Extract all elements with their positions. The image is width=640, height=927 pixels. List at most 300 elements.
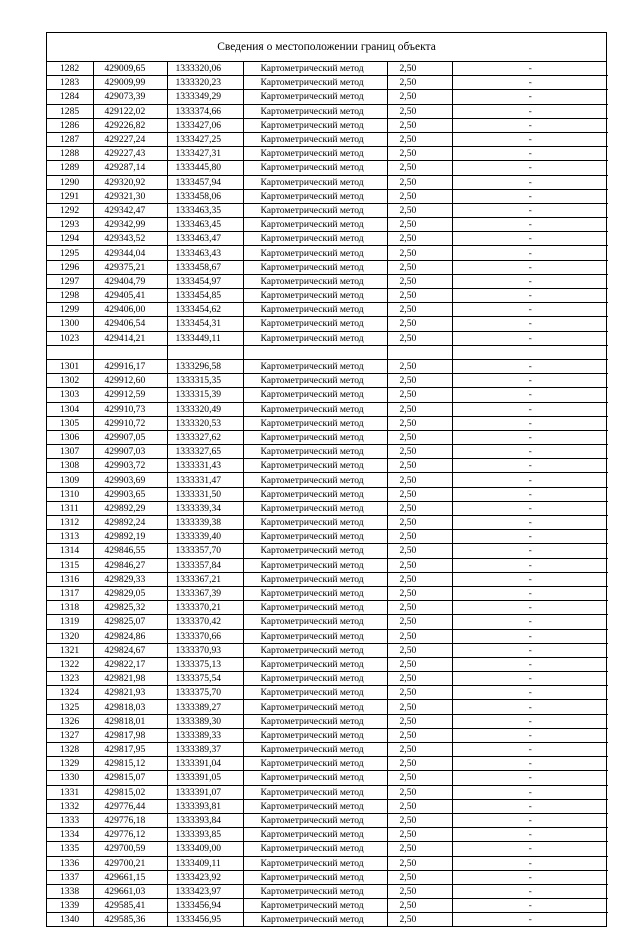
y-coordinate-cell: 1333445,80 xyxy=(167,161,243,175)
accuracy-cell: 2,50 xyxy=(387,374,452,388)
note-cell: - xyxy=(452,714,608,728)
table-row xyxy=(47,90,608,104)
table-row xyxy=(47,359,608,373)
method-cell: Картометрический метод xyxy=(243,813,387,827)
y-coordinate-cell: 1333423,92 xyxy=(167,870,243,884)
point-number-cell: 1291 xyxy=(47,189,93,203)
accuracy-cell: 2,50 xyxy=(387,416,452,430)
x-coordinate-cell: 429912,59 xyxy=(93,388,167,402)
note-cell: - xyxy=(452,331,608,345)
note-cell: - xyxy=(452,317,608,331)
accuracy-cell: 2,50 xyxy=(387,657,452,671)
table-row xyxy=(47,544,608,558)
note-cell: - xyxy=(452,303,608,317)
method-cell: Картометрический метод xyxy=(243,572,387,586)
point-number-cell: 1323 xyxy=(47,672,93,686)
note-cell: - xyxy=(452,828,608,842)
note-cell xyxy=(452,345,608,359)
y-coordinate-cell: 1333393,84 xyxy=(167,813,243,827)
y-coordinate-cell: 1333454,97 xyxy=(167,274,243,288)
method-cell: Картометрический метод xyxy=(243,899,387,913)
x-coordinate-cell: 429321,30 xyxy=(93,189,167,203)
method-cell: Картометрический метод xyxy=(243,771,387,785)
note-cell: - xyxy=(452,870,608,884)
x-coordinate-cell: 429320,92 xyxy=(93,175,167,189)
table-row xyxy=(47,459,608,473)
accuracy-cell: 2,50 xyxy=(387,76,452,90)
accuracy-cell: 2,50 xyxy=(387,899,452,913)
y-coordinate-cell: 1333454,85 xyxy=(167,289,243,303)
accuracy-cell: 2,50 xyxy=(387,104,452,118)
method-cell: Картометрический метод xyxy=(243,303,387,317)
x-coordinate-cell: 429916,17 xyxy=(93,359,167,373)
accuracy-cell: 2,50 xyxy=(387,842,452,856)
note-cell: - xyxy=(452,232,608,246)
table-row xyxy=(47,516,608,530)
y-coordinate-cell: 1333423,97 xyxy=(167,884,243,898)
method-cell: Картометрический метод xyxy=(243,601,387,615)
point-number-cell: 1317 xyxy=(47,586,93,600)
note-cell: - xyxy=(452,672,608,686)
table-row xyxy=(47,62,608,76)
note-cell: - xyxy=(452,104,608,118)
note-cell: - xyxy=(452,90,608,104)
accuracy-cell: 2,50 xyxy=(387,274,452,288)
point-number-cell: 1284 xyxy=(47,90,93,104)
x-coordinate-cell: 429405,41 xyxy=(93,289,167,303)
note-cell: - xyxy=(452,76,608,90)
table-row xyxy=(47,232,608,246)
accuracy-cell: 2,50 xyxy=(387,714,452,728)
note-cell: - xyxy=(452,62,608,76)
accuracy-cell: 2,50 xyxy=(387,544,452,558)
point-number-cell: 1326 xyxy=(47,714,93,728)
y-coordinate-cell: 1333370,21 xyxy=(167,601,243,615)
y-coordinate-cell: 1333375,54 xyxy=(167,672,243,686)
accuracy-cell: 2,50 xyxy=(387,218,452,232)
table-row xyxy=(47,700,608,714)
x-coordinate-cell: 429822,17 xyxy=(93,657,167,671)
accuracy-cell: 2,50 xyxy=(387,884,452,898)
accuracy-cell: 2,50 xyxy=(387,402,452,416)
method-cell: Картометрический метод xyxy=(243,615,387,629)
y-coordinate-cell: 1333320,06 xyxy=(167,62,243,76)
point-number-cell: 1299 xyxy=(47,303,93,317)
y-coordinate-cell: 1333456,95 xyxy=(167,913,243,927)
accuracy-cell: 2,50 xyxy=(387,601,452,615)
x-coordinate-cell: 429776,44 xyxy=(93,799,167,813)
method-cell: Картометрический метод xyxy=(243,487,387,501)
table-row xyxy=(47,289,608,303)
x-coordinate-cell: 429815,07 xyxy=(93,771,167,785)
table-row xyxy=(47,374,608,388)
table-row xyxy=(47,842,608,856)
point-number-cell: 1333 xyxy=(47,813,93,827)
y-coordinate-cell: 1333393,81 xyxy=(167,799,243,813)
accuracy-cell: 2,50 xyxy=(387,572,452,586)
y-coordinate-cell: 1333391,05 xyxy=(167,771,243,785)
note-cell: - xyxy=(452,629,608,643)
method-cell: Картометрический метод xyxy=(243,289,387,303)
y-coordinate-cell: 1333331,43 xyxy=(167,459,243,473)
note-cell: - xyxy=(452,203,608,217)
accuracy-cell: 2,50 xyxy=(387,189,452,203)
y-coordinate-cell: 1333331,47 xyxy=(167,473,243,487)
accuracy-cell: 2,50 xyxy=(387,828,452,842)
y-coordinate-cell: 1333389,37 xyxy=(167,743,243,757)
table-row xyxy=(47,203,608,217)
point-number-cell: 1293 xyxy=(47,218,93,232)
point-number-cell: 1311 xyxy=(47,501,93,515)
table-row xyxy=(47,303,608,317)
note-cell: - xyxy=(452,686,608,700)
y-coordinate-cell: 1333456,94 xyxy=(167,899,243,913)
accuracy-cell: 2,50 xyxy=(387,203,452,217)
note-cell: - xyxy=(452,757,608,771)
table-row xyxy=(47,714,608,728)
y-coordinate-cell: 1333339,40 xyxy=(167,530,243,544)
note-cell: - xyxy=(452,785,608,799)
method-cell: Картометрический метод xyxy=(243,672,387,686)
table-row xyxy=(47,728,608,742)
accuracy-cell: 2,50 xyxy=(387,317,452,331)
accuracy-cell: 2,50 xyxy=(387,303,452,317)
x-coordinate-cell: 429226,82 xyxy=(93,118,167,132)
accuracy-cell: 2,50 xyxy=(387,331,452,345)
method-cell: Картометрический метод xyxy=(243,700,387,714)
x-coordinate-cell: 429912,60 xyxy=(93,374,167,388)
accuracy-cell: 2,50 xyxy=(387,232,452,246)
point-number-cell: 1322 xyxy=(47,657,93,671)
x-coordinate-cell: 429375,21 xyxy=(93,260,167,274)
y-coordinate-cell: 1333458,67 xyxy=(167,260,243,274)
y-coordinate-cell: 1333458,06 xyxy=(167,189,243,203)
x-coordinate-cell: 429227,43 xyxy=(93,147,167,161)
accuracy-cell: 2,50 xyxy=(387,132,452,146)
note-cell: - xyxy=(452,799,608,813)
table-row xyxy=(47,813,608,827)
point-number-cell: 1023 xyxy=(47,331,93,345)
y-coordinate-cell: 1333389,33 xyxy=(167,728,243,742)
table-row xyxy=(47,260,608,274)
x-coordinate-cell: 429910,72 xyxy=(93,416,167,430)
note-cell: - xyxy=(452,813,608,827)
accuracy-cell: 2,50 xyxy=(387,785,452,799)
x-coordinate-cell: 429585,41 xyxy=(93,899,167,913)
accuracy-cell: 2,50 xyxy=(387,359,452,373)
point-number-cell: 1307 xyxy=(47,445,93,459)
coordinates-table-body xyxy=(47,62,608,926)
table-row xyxy=(47,175,608,189)
y-coordinate-cell: 1333370,93 xyxy=(167,643,243,657)
y-coordinate-cell: 1333357,84 xyxy=(167,558,243,572)
table-row xyxy=(47,757,608,771)
y-coordinate-cell: 1333349,29 xyxy=(167,90,243,104)
table-row xyxy=(47,218,608,232)
table-row xyxy=(47,274,608,288)
table-row xyxy=(47,388,608,402)
accuracy-cell: 2,50 xyxy=(387,473,452,487)
accuracy-cell: 2,50 xyxy=(387,700,452,714)
y-coordinate-cell: 1333374,66 xyxy=(167,104,243,118)
table-row xyxy=(47,799,608,813)
accuracy-cell: 2,50 xyxy=(387,558,452,572)
x-coordinate-cell: 429824,86 xyxy=(93,629,167,643)
y-coordinate-cell: 1333409,11 xyxy=(167,856,243,870)
x-coordinate-cell: 429892,24 xyxy=(93,516,167,530)
table-row xyxy=(47,615,608,629)
table-row xyxy=(47,899,608,913)
y-coordinate-cell: 1333370,42 xyxy=(167,615,243,629)
point-number-cell: 1283 xyxy=(47,76,93,90)
point-number-cell: 1287 xyxy=(47,132,93,146)
point-number-cell: 1331 xyxy=(47,785,93,799)
note-cell: - xyxy=(452,132,608,146)
point-number-cell: 1308 xyxy=(47,459,93,473)
point-number-cell: 1320 xyxy=(47,629,93,643)
y-coordinate-cell: 1333393,85 xyxy=(167,828,243,842)
point-number-cell: 1282 xyxy=(47,62,93,76)
accuracy-cell: 2,50 xyxy=(387,870,452,884)
x-coordinate-cell: 429073,39 xyxy=(93,90,167,104)
method-cell: Картометрический метод xyxy=(243,274,387,288)
x-coordinate-cell: 429342,47 xyxy=(93,203,167,217)
note-cell: - xyxy=(452,771,608,785)
note-cell: - xyxy=(452,842,608,856)
y-coordinate-cell: 1333463,45 xyxy=(167,218,243,232)
y-coordinate-cell: 1333296,58 xyxy=(167,359,243,373)
accuracy-cell: 2,50 xyxy=(387,530,452,544)
boundary-sheet xyxy=(46,32,607,927)
table-row xyxy=(47,586,608,600)
y-coordinate-cell: 1333357,70 xyxy=(167,544,243,558)
x-coordinate-cell: 429287,14 xyxy=(93,161,167,175)
method-cell: Картометрический метод xyxy=(243,218,387,232)
x-coordinate-cell: 429903,69 xyxy=(93,473,167,487)
method-cell: Картометрический метод xyxy=(243,657,387,671)
method-cell: Картометрический метод xyxy=(243,147,387,161)
point-number-cell: 1334 xyxy=(47,828,93,842)
accuracy-cell: 2,50 xyxy=(387,516,452,530)
point-number-cell: 1324 xyxy=(47,686,93,700)
y-coordinate-cell: 1333315,35 xyxy=(167,374,243,388)
x-coordinate-cell: 429700,59 xyxy=(93,842,167,856)
accuracy-cell: 2,50 xyxy=(387,615,452,629)
table-row xyxy=(47,445,608,459)
accuracy-cell: 2,50 xyxy=(387,799,452,813)
x-coordinate-cell: 429818,01 xyxy=(93,714,167,728)
x-coordinate-cell: 429903,72 xyxy=(93,459,167,473)
note-cell: - xyxy=(452,430,608,444)
x-coordinate-cell: 429661,03 xyxy=(93,884,167,898)
x-coordinate-cell: 429824,67 xyxy=(93,643,167,657)
y-coordinate-cell: 1333427,31 xyxy=(167,147,243,161)
y-coordinate-cell: 1333367,39 xyxy=(167,586,243,600)
accuracy-cell: 2,50 xyxy=(387,813,452,827)
y-coordinate-cell: 1333449,11 xyxy=(167,331,243,345)
table-row xyxy=(47,76,608,90)
note-cell: - xyxy=(452,161,608,175)
point-number-cell: 1312 xyxy=(47,516,93,530)
point-number-cell: 1301 xyxy=(47,359,93,373)
x-coordinate-cell: 429903,65 xyxy=(93,487,167,501)
point-number-cell: 1309 xyxy=(47,473,93,487)
point-number-cell: 1340 xyxy=(47,913,93,927)
x-coordinate-cell: 429585,36 xyxy=(93,913,167,927)
point-number-cell: 1319 xyxy=(47,615,93,629)
x-coordinate-cell: 429815,12 xyxy=(93,757,167,771)
accuracy-cell: 2,50 xyxy=(387,586,452,600)
point-number-cell: 1313 xyxy=(47,530,93,544)
y-coordinate-cell: 1333375,70 xyxy=(167,686,243,700)
method-cell: Картометрический метод xyxy=(243,870,387,884)
accuracy-cell: 2,50 xyxy=(387,743,452,757)
point-number-cell: 1327 xyxy=(47,728,93,742)
accuracy-cell: 2,50 xyxy=(387,175,452,189)
point-number-cell: 1294 xyxy=(47,232,93,246)
x-coordinate-cell: 429414,21 xyxy=(93,331,167,345)
y-coordinate-cell: 1333463,43 xyxy=(167,246,243,260)
y-coordinate-cell: 1333391,04 xyxy=(167,757,243,771)
table-row xyxy=(47,572,608,586)
method-cell: Картометрический метод xyxy=(243,445,387,459)
table-row xyxy=(47,161,608,175)
y-coordinate-cell: 1333463,35 xyxy=(167,203,243,217)
y-coordinate-cell: 1333389,27 xyxy=(167,700,243,714)
note-cell: - xyxy=(452,416,608,430)
method-cell: Картометрический метод xyxy=(243,203,387,217)
y-coordinate-cell: 1333391,07 xyxy=(167,785,243,799)
y-coordinate-cell: 1333339,38 xyxy=(167,516,243,530)
table-row xyxy=(47,743,608,757)
y-coordinate-cell: 1333339,34 xyxy=(167,501,243,515)
y-coordinate-cell: 1333367,21 xyxy=(167,572,243,586)
method-cell: Картометрический метод xyxy=(243,317,387,331)
point-number-cell: 1329 xyxy=(47,757,93,771)
note-cell: - xyxy=(452,501,608,515)
point-number-cell: 1292 xyxy=(47,203,93,217)
x-coordinate-cell: 429821,93 xyxy=(93,686,167,700)
table-row xyxy=(47,147,608,161)
note-cell: - xyxy=(452,118,608,132)
note-cell: - xyxy=(452,586,608,600)
point-number-cell: 1288 xyxy=(47,147,93,161)
point-number-cell: 1297 xyxy=(47,274,93,288)
x-coordinate-cell: 429892,29 xyxy=(93,501,167,515)
x-coordinate-cell: 429342,99 xyxy=(93,218,167,232)
table-row xyxy=(47,884,608,898)
accuracy-cell: 2,50 xyxy=(387,728,452,742)
table-row xyxy=(47,785,608,799)
x-coordinate-cell: 429846,55 xyxy=(93,544,167,558)
note-cell: - xyxy=(452,743,608,757)
point-number-cell: 1302 xyxy=(47,374,93,388)
x-coordinate-cell: 429821,98 xyxy=(93,672,167,686)
x-coordinate-cell: 429910,73 xyxy=(93,402,167,416)
note-cell: - xyxy=(452,899,608,913)
method-cell: Картометрический метод xyxy=(243,558,387,572)
method-cell: Картометрический метод xyxy=(243,359,387,373)
method-cell: Картометрический метод xyxy=(243,856,387,870)
accuracy-cell: 2,50 xyxy=(387,459,452,473)
x-coordinate-cell: 429829,33 xyxy=(93,572,167,586)
point-number-cell: 1303 xyxy=(47,388,93,402)
point-number-cell: 1306 xyxy=(47,430,93,444)
method-cell: Картометрический метод xyxy=(243,232,387,246)
method-cell: Картометрический метод xyxy=(243,374,387,388)
y-coordinate-cell: 1333327,65 xyxy=(167,445,243,459)
table-row xyxy=(47,870,608,884)
x-coordinate-cell: 429700,21 xyxy=(93,856,167,870)
method-cell: Картометрический метод xyxy=(243,104,387,118)
y-coordinate-cell: 1333370,66 xyxy=(167,629,243,643)
point-number-cell: 1296 xyxy=(47,260,93,274)
method-cell: Картометрический метод xyxy=(243,799,387,813)
x-coordinate-cell: 429406,54 xyxy=(93,317,167,331)
x-coordinate-cell: 429817,98 xyxy=(93,728,167,742)
table-row xyxy=(47,856,608,870)
point-number-cell: 1315 xyxy=(47,558,93,572)
y-coordinate-cell: 1333389,30 xyxy=(167,714,243,728)
method-cell: Картометрический метод xyxy=(243,430,387,444)
point-number-cell: 1339 xyxy=(47,899,93,913)
accuracy-cell: 2,50 xyxy=(387,118,452,132)
note-cell: - xyxy=(452,856,608,870)
table-row xyxy=(47,317,608,331)
note-cell: - xyxy=(452,657,608,671)
method-cell: Картометрический метод xyxy=(243,828,387,842)
accuracy-cell: 2,50 xyxy=(387,246,452,260)
x-coordinate-cell: 429343,52 xyxy=(93,232,167,246)
table-row xyxy=(47,828,608,842)
point-number-cell: 1336 xyxy=(47,856,93,870)
accuracy-cell: 2,50 xyxy=(387,643,452,657)
note-cell: - xyxy=(452,700,608,714)
accuracy-cell: 2,50 xyxy=(387,147,452,161)
method-cell: Картометрический метод xyxy=(243,757,387,771)
method-cell: Картометрический метод xyxy=(243,62,387,76)
x-coordinate-cell xyxy=(93,345,167,359)
note-cell: - xyxy=(452,189,608,203)
x-coordinate-cell: 429829,05 xyxy=(93,586,167,600)
x-coordinate-cell: 429009,99 xyxy=(93,76,167,90)
point-number-cell: 1285 xyxy=(47,104,93,118)
table-row xyxy=(47,402,608,416)
method-cell: Картометрический метод xyxy=(243,175,387,189)
method-cell: Картометрический метод xyxy=(243,913,387,927)
accuracy-cell: 2,50 xyxy=(387,260,452,274)
method-cell: Картометрический метод xyxy=(243,76,387,90)
note-cell: - xyxy=(452,572,608,586)
method-cell: Картометрический метод xyxy=(243,459,387,473)
point-number-cell xyxy=(47,345,93,359)
table-row xyxy=(47,104,608,118)
y-coordinate-cell: 1333315,39 xyxy=(167,388,243,402)
method-cell: Картометрический метод xyxy=(243,402,387,416)
table-row xyxy=(47,189,608,203)
accuracy-cell: 2,50 xyxy=(387,672,452,686)
x-coordinate-cell: 429817,95 xyxy=(93,743,167,757)
method-cell: Картометрический метод xyxy=(243,416,387,430)
table-row xyxy=(47,487,608,501)
point-number-cell: 1305 xyxy=(47,416,93,430)
accuracy-cell: 2,50 xyxy=(387,62,452,76)
x-coordinate-cell: 429818,03 xyxy=(93,700,167,714)
point-number-cell: 1325 xyxy=(47,700,93,714)
note-cell: - xyxy=(452,359,608,373)
method-cell: Картометрический метод xyxy=(243,473,387,487)
point-number-cell: 1289 xyxy=(47,161,93,175)
